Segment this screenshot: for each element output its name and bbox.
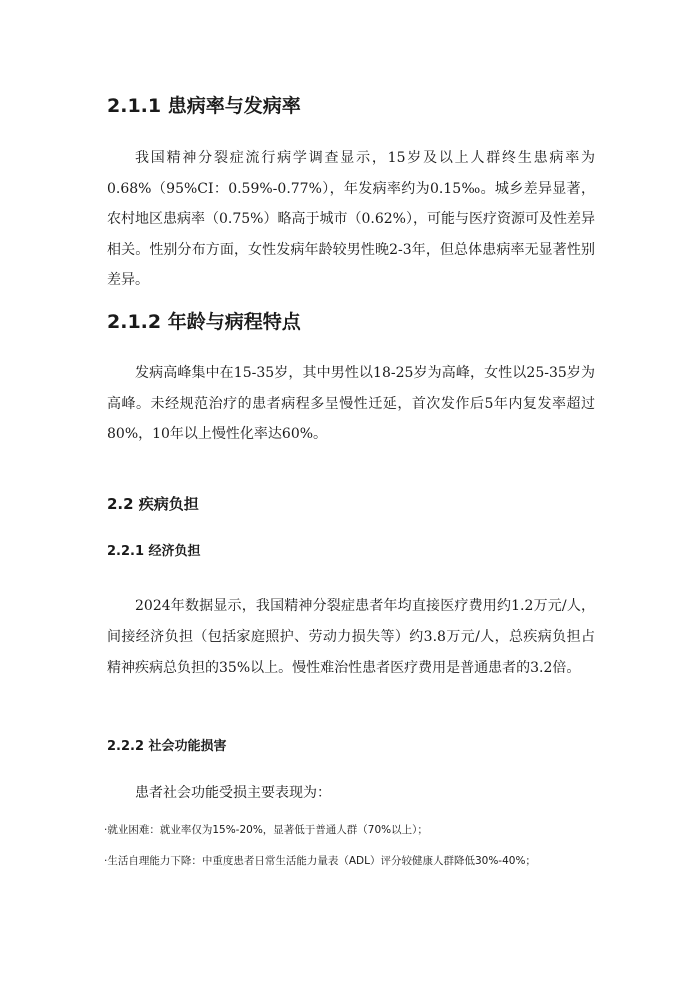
paragraph-age-course: 发病高峰集中在15-35岁，其中男性以18-25岁为高峰，女性以25-35岁为高峰。未经规范治疗的患者病程多呈慢性迁延，首次发作后5年内复发率超过80%，10年以上慢性化率达60%。 <box>107 365 595 442</box>
section-heading-2-2-2: 2.2.2 社会功能损害 <box>107 739 227 754</box>
paragraph-social-intro: 患者社会功能受损主要表现为： <box>135 785 331 801</box>
list-item-self-care: ·生活自理能力下降：中重度患者日常生活能力量表（ADL）评分较健康人群降低30%-40%； <box>104 855 536 867</box>
paragraph-economic-burden: 2024年数据显示，我国精神分裂症患者年均直接医疗费用约1.2万元/人，间接经济负担（包括家庭照护、劳动力损失等）约3.8万元/人，总疾病负担占精神疾病总负担的35%以上。慢性难治性患者医疗费用是普通患者的3.2倍。 <box>107 598 595 676</box>
section-heading-2-2-1: 2.2.1 经济负担 <box>107 544 201 559</box>
section-heading-2-1-2: 2.1.2 年龄与病程特点 <box>107 311 301 333</box>
section-heading-2-2: 2.2 疾病负担 <box>107 495 199 513</box>
list-item-employment: ·就业困难：就业率仅为15%-20%，显著低于普通人群（70%以上）； <box>104 824 428 836</box>
paragraph-prevalence: 我国精神分裂症流行病学调查显示，15岁及以上人群终生患病率为0.68%（95%CI：0.59%-0.77%），年发病率约为0.15‰。城乡差异显著，农村地区患病率（0.75%）略高于城市（0.62%），可能与医疗资源可及性差异相关。性别分布方面，女性发病年龄较男性晚2-3年，但总体患病率无显著性别差异。 <box>107 150 595 288</box>
section-heading-2-1-1: 2.1.1 患病率与发病率 <box>107 95 301 117</box>
